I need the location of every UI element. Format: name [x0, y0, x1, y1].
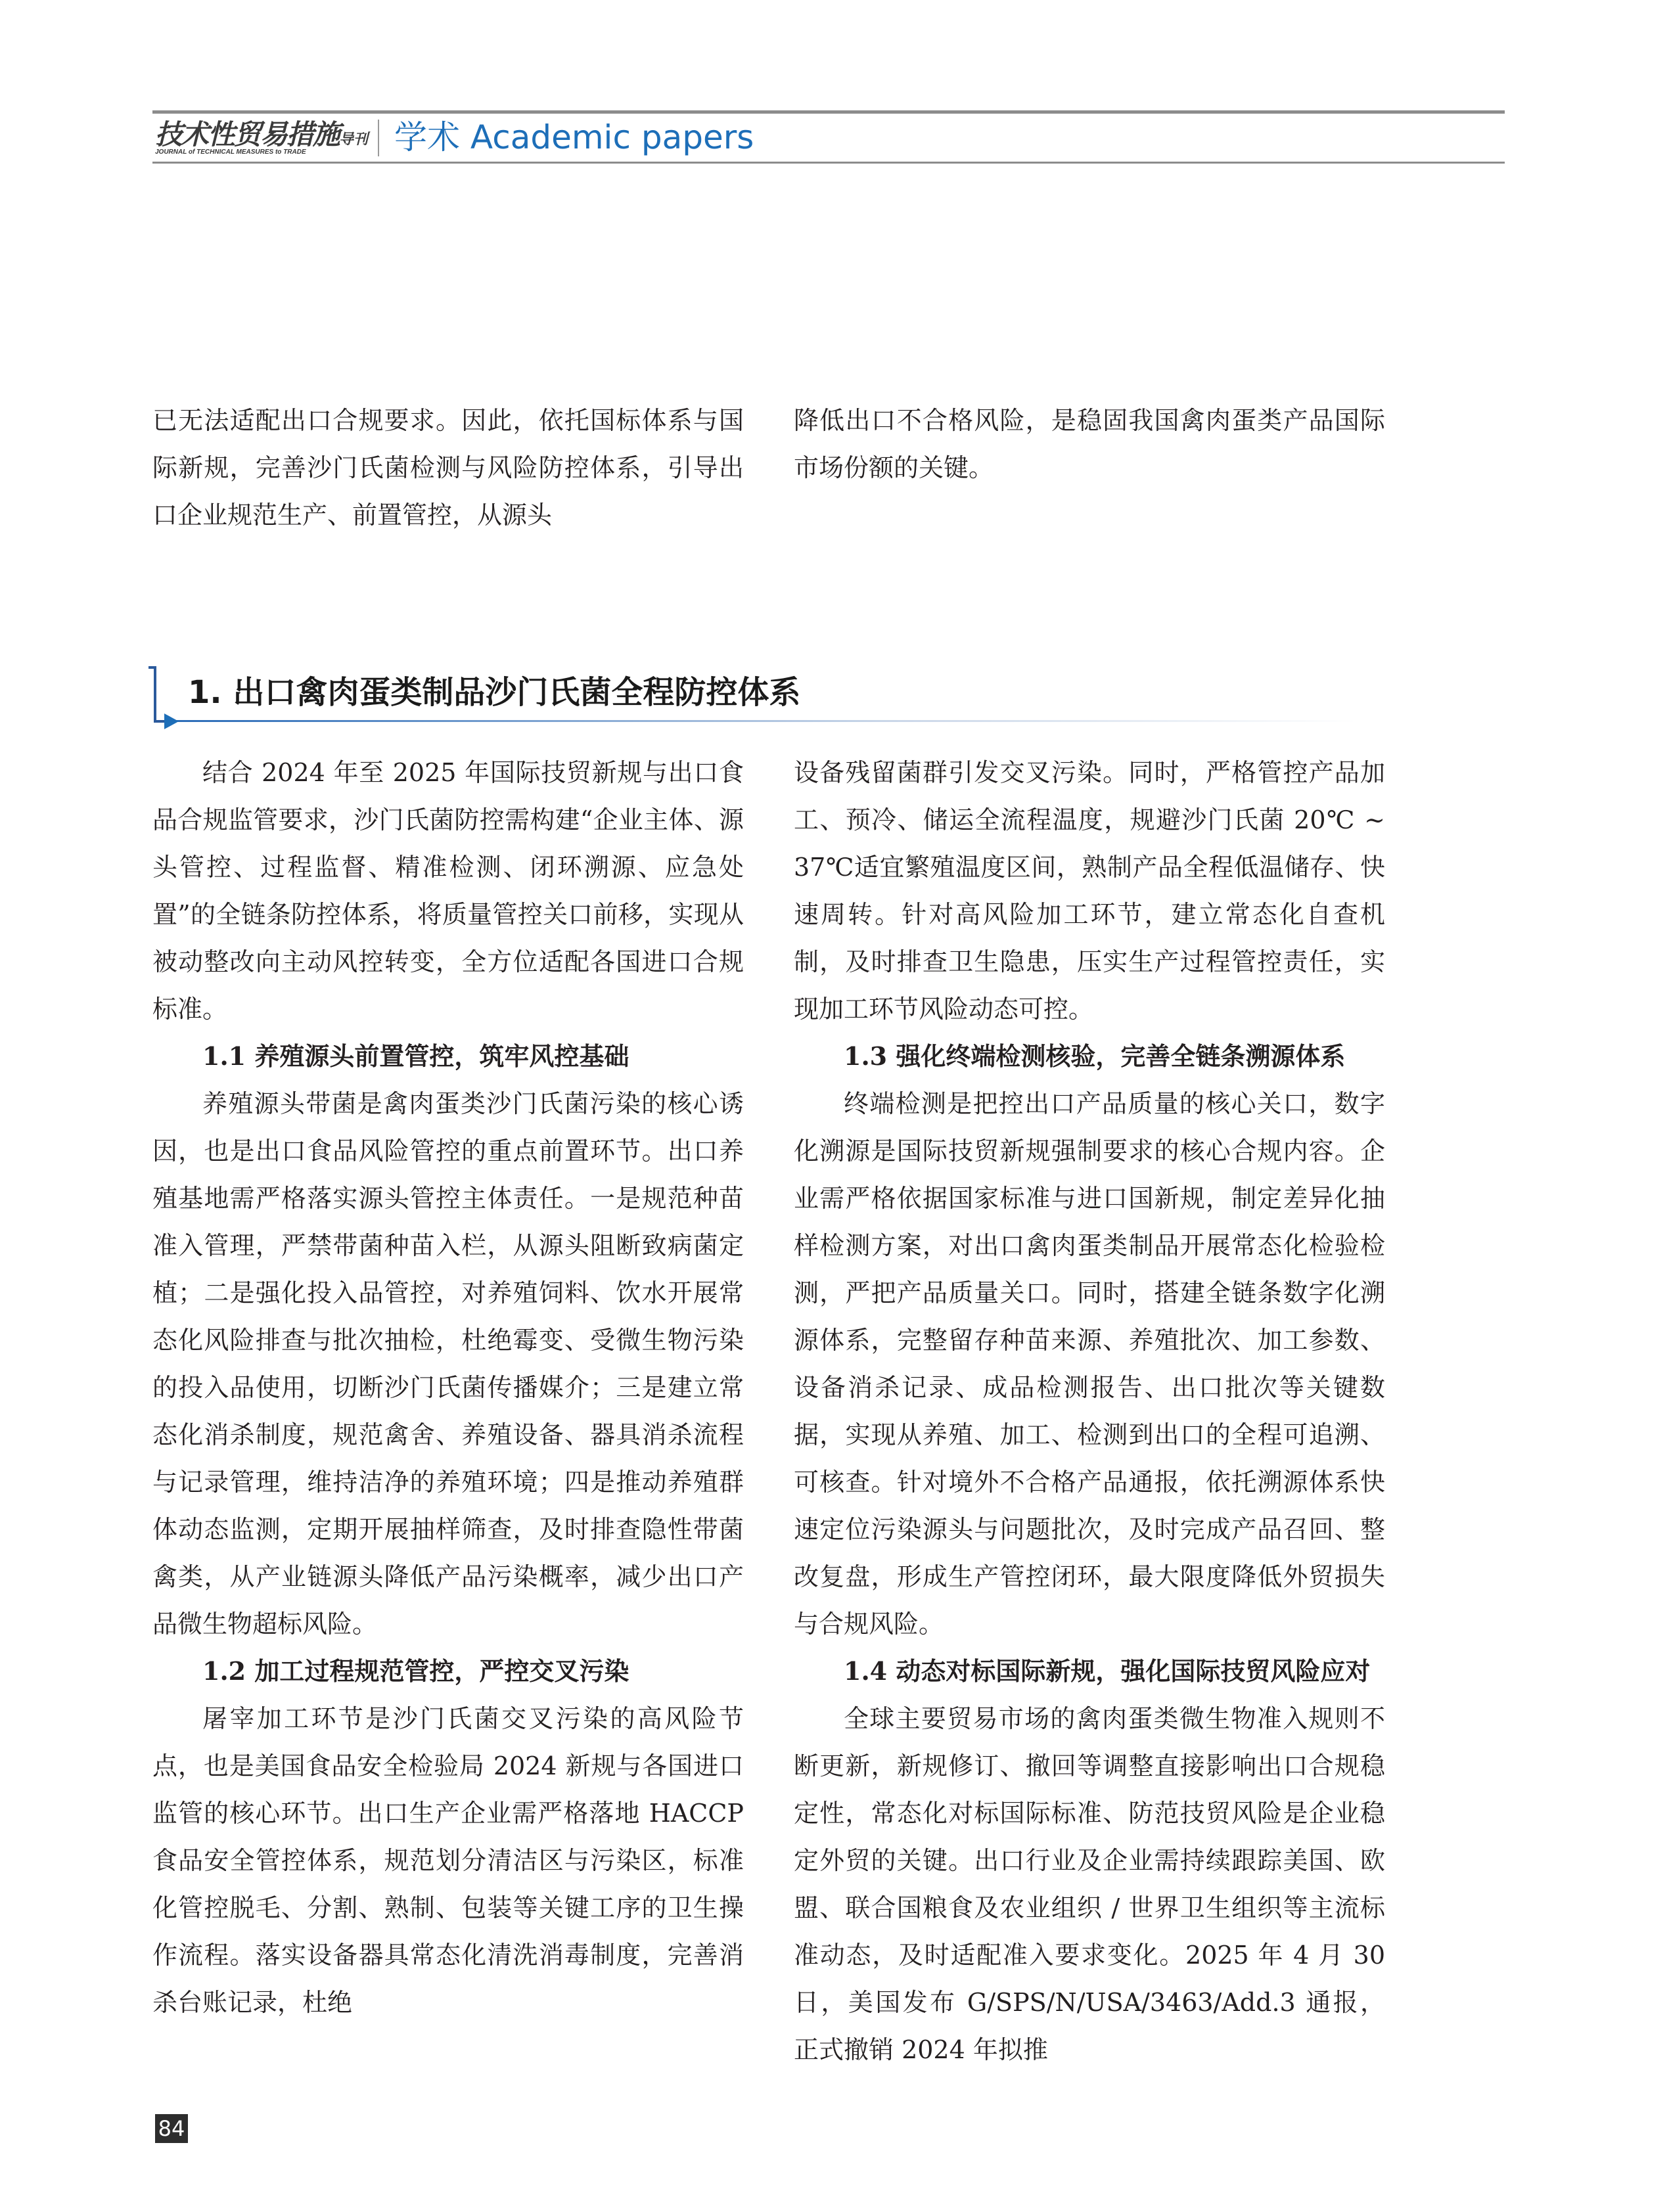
arrow-icon	[164, 713, 179, 729]
paragraph-1-2: 屠宰加工环节是沙门氏菌交叉污染的高风险节点，也是美国食品安全检验局 2024 新规与各国进口监管的核心环节。出口生产企业需严格落地 HACCP 食品安全管控体系，规范划分清洁区与污染区，标准化管控脱毛、分割、熟制、包装等关键工序的卫生操作流程。落实设备器具常态化清洗消毒制度，完善消杀台账记录，杜绝	[152, 1704, 744, 2017]
paragraph-1-3: 终端检测是把控出口产品质量的核心关口，数字化溯源是国际技贸新规强制要求的核心合规内容。企业需严格依据国家标准与进口国新规，制定差异化抽样检测方案，对出口禽肉蛋类制品开展常态化检验检测，严把产品质量关口。同时，搭建全链条数字化溯源体系，完整留存种苗来源、养殖批次、加工参数、设备消杀记录、成品检测报告、出口批次等关键数据，实现从养殖、加工、检测到出口的全程可追溯、可核查。针对境外不合格产品通报，依托溯源体系快速定位污染源头与问题批次，及时完成产品召回、整改复盘，形成生产管控闭环，最大限度降低外贸损失与合规风险。	[794, 1089, 1385, 1638]
top-left-paragraph	[152, 397, 744, 539]
section-label: 学术 Academic papers	[394, 118, 754, 156]
heading-bracket-vertical	[154, 669, 156, 723]
section-title: 1. 出口禽肉蛋类制品沙门氏菌全程防控体系	[188, 674, 801, 711]
header-rule-bottom	[152, 162, 1505, 164]
subheading-1-1: 1.1 养殖源头前置管控，筑牢风控基础	[202, 1041, 629, 1071]
paragraph-1-2-continued: 设备残留菌群引发交叉污染。同时，严格管控产品加工、预冷、储运全流程温度，规避沙门氏菌 20℃ ~ 37℃适宜繁殖温度区间，熟制产品全程低温储存、快速周转。针对高风险加工环节，建立常态化自查机制，及时排查卫生隐患，压实生产过程管控责任，实现加工环节风险动态可控。	[794, 758, 1385, 1024]
continued-text-left: 已无法适配出口合规要求。因此，依托国标体系与国际新规，完善沙门氏菌检测与风险防控体系，引导出口企业规范生产、前置管控，从源头	[152, 406, 744, 530]
paragraph-1-1: 养殖源头带菌是禽肉蛋类沙门氏菌污染的核心诱因，也是出口食品风险管控的重点前置环节。出口养殖基地需严格落实源头管控主体责任。一是规范种苗准入管理，严禁带菌种苗入栏，从源头阻断致病菌定植；二是强化投入品管控，对养殖饲料、饮水开展常态化风险排查与批次抽检，杜绝霉变、受微生物污染的投入品使用，切断沙门氏菌传播媒介；三是建立常态化消杀制度，规范禽舍、养殖设备、器具消杀流程与记录管理，维持洁净的养殖环境；四是推动养殖群体动态监测，定期开展抽样筛查，及时排查隐性带菌禽类，从产业链源头降低产品污染概率，减少出口产品微生物超标风险。	[152, 1089, 744, 1638]
subheading-1-4: 1.4 动态对标国际新规，强化国际技贸风险应对	[844, 1656, 1371, 1686]
top-right-paragraph	[794, 397, 1385, 491]
right-column	[794, 749, 1385, 2073]
subheading-1-2: 1.2 加工过程规范管控，严控交叉污染	[202, 1656, 629, 1686]
page-number: 84	[155, 2114, 188, 2143]
header-rule-top	[152, 110, 1505, 114]
journal-title-en: JOURNAL of TECHNICAL MEASURES to TRADE	[155, 148, 306, 156]
intro-paragraph: 结合 2024 年至 2025 年国际技贸新规与出口食品合规监管要求，沙门氏菌防控需构建“企业主体、源头管控、过程监督、精准检测、闭环溯源、应急处置”的全链条防控体系，将质量管控关口前移，实现从被动整改向主动风控转变，全方位适配各国进口合规标准。	[152, 758, 744, 1024]
journal-logo	[155, 118, 369, 151]
journal-title-suffix: 导刊	[339, 131, 369, 148]
left-column	[152, 749, 744, 2026]
continued-text-right: 降低出口不合格风险，是稳固我国禽肉蛋类产品国际市场份额的关键。	[794, 406, 1385, 482]
paragraph-1-4: 全球主要贸易市场的禽肉蛋类微生物准入规则不断更新，新规修订、撤回等调整直接影响出口合规稳定性，常态化对标国际标准、防范技贸风险是企业稳定外贸的关键。出口行业及企业需持续跟踪美国、欧盟、联合国粮食及农业组织 / 世界卫生组织等主流标准动态，及时适配准入要求变化。2025 年 4 月 30 日，美国发布 G/SPS/N/USA/3463/Add.3 通报，正式撤销 2024 年拟推	[794, 1704, 1385, 2064]
heading-underline	[173, 720, 1356, 722]
subheading-1-3: 1.3 强化终端检测核验，完善全链条溯源体系	[844, 1041, 1346, 1071]
header-separator	[378, 120, 379, 156]
journal-title-cn: 技术性贸易措施	[155, 118, 340, 150]
